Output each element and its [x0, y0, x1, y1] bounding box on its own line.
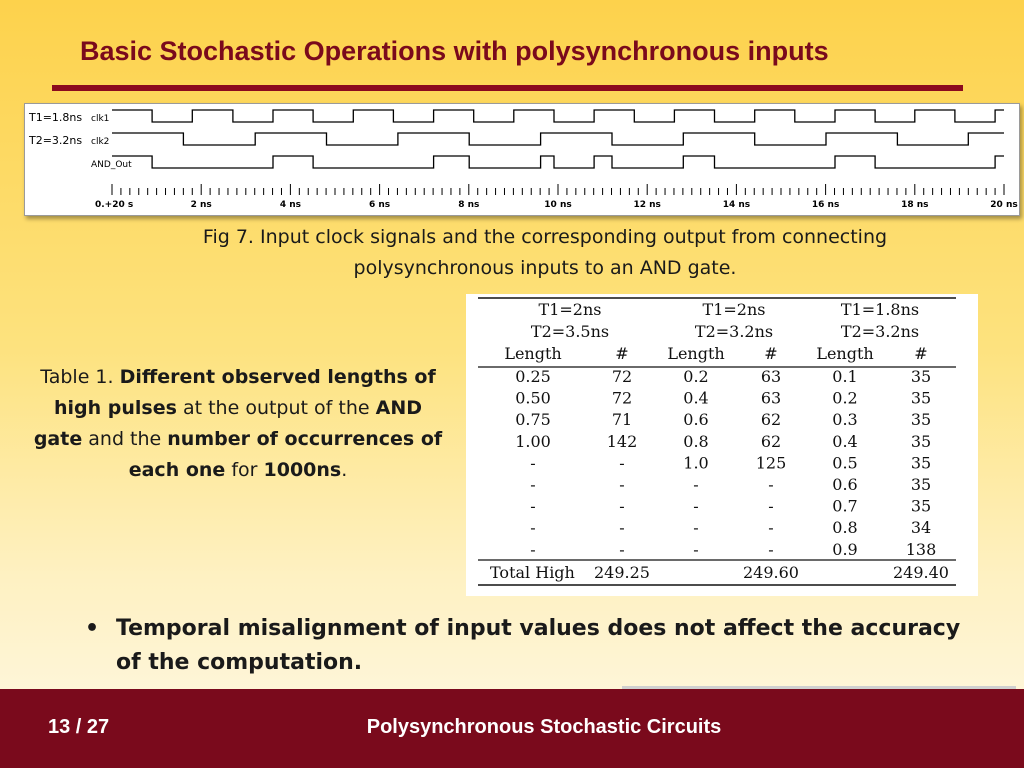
signal-name-1: clk1: [91, 114, 110, 124]
group-t1-label: T1=2ns: [538, 300, 602, 319]
table-cell: 35: [910, 410, 932, 430]
time-axis-label: 14 ns: [722, 200, 751, 210]
total-value: 249.60: [743, 563, 799, 582]
signal-label-2: T2=3.2ns: [29, 134, 83, 147]
total-value: 249.40: [893, 563, 949, 582]
table-cell: -: [768, 496, 774, 516]
time-axis-label: 10 ns: [544, 200, 572, 210]
time-axis-label: 16 ns: [811, 200, 840, 210]
column-header: Length: [667, 344, 725, 363]
signal-name-2: clk2: [91, 137, 110, 147]
table-cell: 0.6: [683, 410, 709, 430]
table-cell: -: [530, 539, 536, 559]
table-cell: 0.2: [683, 367, 709, 386]
column-header: #: [764, 344, 778, 363]
signal-label-1: T1=1.8ns: [29, 111, 83, 124]
table-cell: -: [693, 496, 699, 516]
table-cell: 0.2: [832, 388, 858, 408]
table-cell: -: [693, 475, 699, 494]
table-cell: 0.75: [515, 410, 551, 430]
bullet-text: Temporal misalignment of input values does not affect the accuracy of the computation.: [116, 616, 961, 675]
column-header: Length: [816, 344, 874, 363]
table-cell: 0.25: [515, 367, 551, 386]
table-desc-mid-2: and the: [82, 428, 168, 450]
table-cell: -: [693, 539, 699, 559]
table-cell: 35: [910, 475, 932, 494]
table-cell: -: [530, 496, 536, 516]
table-cell: 0.3: [832, 410, 858, 430]
table-desc-bold-3: number of occurrences of each one: [128, 428, 443, 481]
table-cell: 72: [611, 367, 633, 386]
total-value: 249.25: [594, 563, 650, 582]
group-t2-label: T2=3.2ns: [694, 322, 774, 341]
footer-title: Polysynchronous Stochastic Circuits: [366, 716, 722, 738]
table-cell: 0.7: [832, 496, 858, 516]
table-cell: 35: [910, 388, 932, 408]
table-desc-prefix: Table 1.: [40, 366, 120, 388]
table-cell: 0.8: [683, 431, 709, 451]
table-cell: 0.4: [832, 431, 858, 451]
table-cell: 0.8: [832, 518, 858, 538]
table-cell: -: [530, 518, 536, 538]
time-axis-label: 12 ns: [633, 200, 661, 210]
column-header: #: [615, 344, 629, 363]
table-cell: 0.4: [683, 388, 709, 408]
table-cell: 125: [755, 453, 787, 473]
table-cell: -: [693, 518, 699, 538]
trace-clk2: [112, 133, 1004, 145]
table-cell: -: [619, 475, 625, 494]
column-header: Length: [504, 344, 562, 363]
time-axis-label: 8 ns: [458, 200, 480, 210]
table-desc-mid-3: for: [225, 459, 264, 481]
table-description: [28, 362, 448, 486]
table-cell: 35: [910, 453, 932, 473]
table-cell: 72: [611, 388, 633, 408]
time-axis-label: 6 ns: [369, 200, 391, 210]
results-table-svg: [466, 294, 978, 596]
table-cell: 63: [760, 388, 782, 408]
title-divider: [52, 85, 963, 91]
slide-title: Basic Stochastic Operations with polysynchronous inputs: [80, 36, 829, 66]
table-cell: 0.9: [832, 539, 858, 559]
waveform-traces: [112, 110, 1004, 168]
table-desc-bold-4: 1000ns: [263, 459, 342, 481]
table-cell: 62: [760, 431, 782, 451]
table-cell: 0.50: [515, 388, 551, 408]
table-cells: [490, 300, 949, 582]
waveform-figure: [24, 103, 1020, 216]
group-t1-label: T1=1.8ns: [840, 300, 920, 319]
table-desc-mid-1: at the output of the: [176, 397, 376, 419]
trace-clk1: [112, 110, 1004, 122]
table-cell: 35: [910, 431, 932, 451]
table-cell: -: [530, 453, 536, 473]
table-cell: 0.1: [832, 367, 858, 386]
time-axis-label: 4 ns: [279, 200, 301, 210]
table-cell: -: [768, 475, 774, 494]
results-table: [466, 294, 978, 596]
group-t2-label: T2=3.2ns: [840, 322, 920, 341]
table-desc-suffix: .: [341, 459, 348, 481]
bullet-symbol: •: [84, 616, 100, 641]
table-cell: 142: [606, 431, 638, 451]
time-axis-label: 20 ns: [990, 200, 1018, 210]
table-cell: 1.0: [683, 453, 709, 473]
table-cell: -: [619, 539, 625, 559]
time-axis-ticks: [112, 184, 1004, 195]
table-cell: 35: [910, 496, 932, 516]
time-axis-label: 2 ns: [190, 200, 212, 210]
column-header: #: [914, 344, 928, 363]
total-label: Total High: [490, 563, 575, 582]
trace-AND_Out: [112, 156, 1004, 168]
table-cell: 0.5: [832, 453, 858, 473]
table-cell: -: [768, 518, 774, 538]
waveform-svg: [25, 104, 1019, 215]
group-t2-label: T2=3.5ns: [530, 322, 610, 341]
table-cell: -: [530, 475, 536, 494]
table-cell: 71: [611, 410, 633, 430]
time-axis-label: 0.+20 s: [95, 200, 134, 210]
table-desc-bold-1: Different observed lengths of high pulses: [53, 366, 436, 419]
table-cell: 1.00: [515, 431, 551, 451]
signal-name-3: AND_Out: [91, 160, 132, 170]
table-cell: 138: [905, 539, 937, 559]
figure-caption: Fig 7. Input clock signals and the corresponding output from connecting polysynchronous inputs to an AND gate.: [202, 226, 888, 279]
table-cell: 63: [760, 367, 782, 386]
table-cell: 34: [910, 518, 932, 538]
time-axis-label: 18 ns: [901, 200, 929, 210]
table-cell: -: [619, 496, 625, 516]
table-cell: 62: [760, 410, 782, 430]
table-cell: 35: [910, 367, 932, 386]
time-axis-labels: [95, 200, 1018, 210]
table-cell: 0.6: [832, 475, 858, 494]
slide-footer: [0, 689, 1024, 768]
group-t1-label: T1=2ns: [702, 300, 766, 319]
table-desc-bold-2: AND gate: [33, 397, 422, 450]
page-number: 13 / 27: [48, 716, 110, 738]
table-cell: -: [619, 518, 625, 538]
table-cell: -: [619, 453, 625, 473]
table-cell: -: [768, 539, 774, 559]
